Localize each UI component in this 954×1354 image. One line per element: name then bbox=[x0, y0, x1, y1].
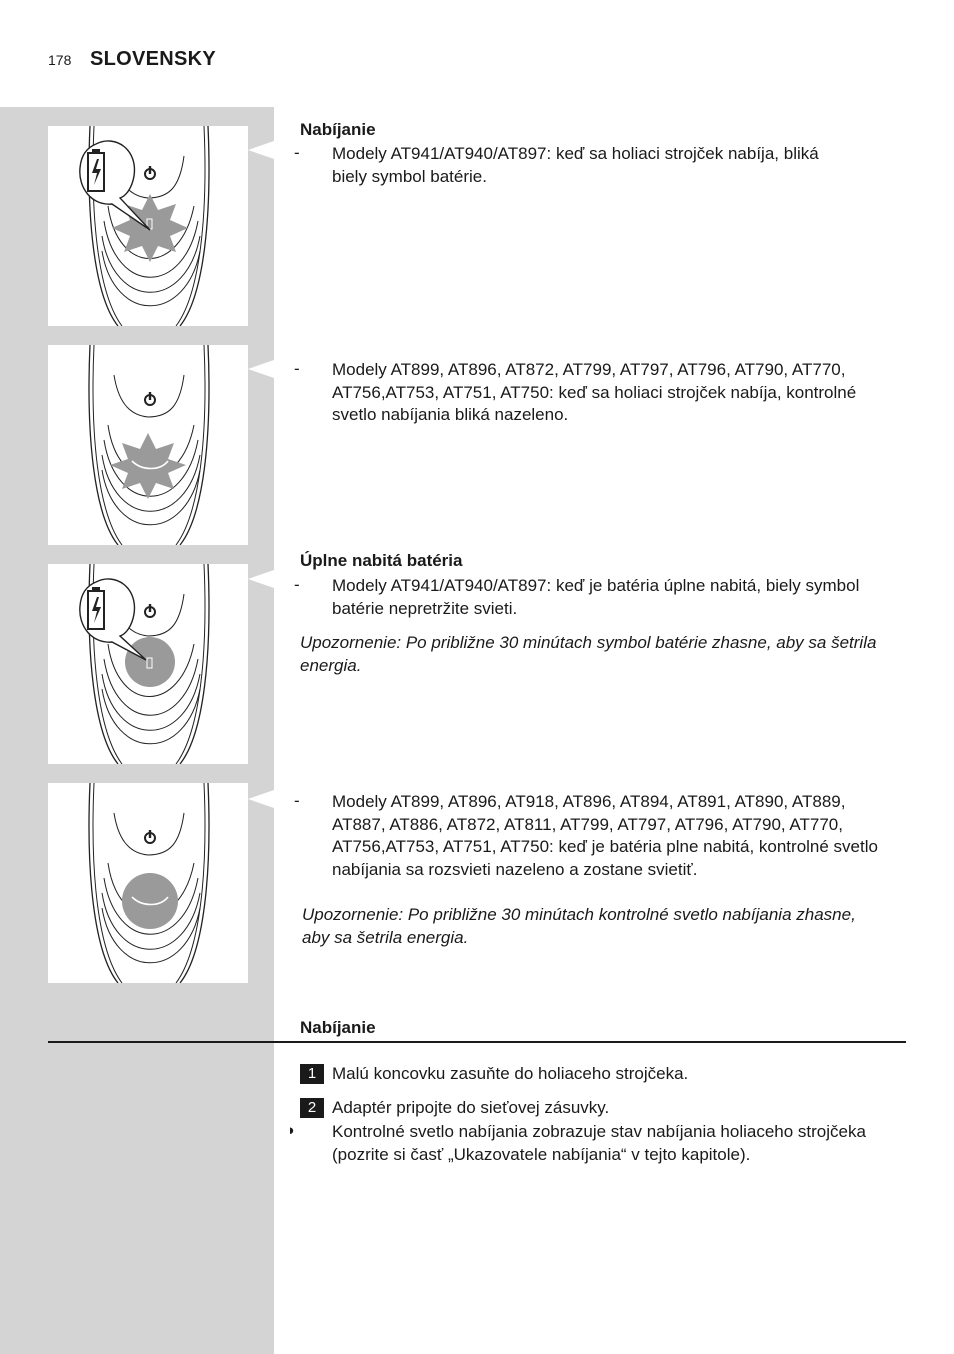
figure-pointer bbox=[248, 141, 274, 159]
heading-charging-steps: Nabíjanie bbox=[300, 1018, 376, 1037]
section-title: SLOVENSKY bbox=[90, 48, 217, 70]
power-icon bbox=[145, 604, 155, 617]
power-icon bbox=[145, 392, 155, 405]
result-marker-icon: ◗ bbox=[287, 1122, 297, 1139]
list-dash: - bbox=[294, 143, 300, 162]
page-number: 178 bbox=[48, 52, 72, 68]
step-number: 2 bbox=[300, 1098, 324, 1118]
list-item: Modely AT941/AT940/AT897: keď sa holiaci strojček nabíja, bliká biely symbol batérie. bbox=[332, 144, 819, 186]
list-item: Modely AT941/AT940/AT897: keď je batéria úplne nabitá, biely symbol batérie nepretržite svieti. bbox=[332, 576, 860, 618]
step-number: 1 bbox=[300, 1064, 324, 1084]
heading-fully-charged: Úplne nabitá batéria bbox=[300, 551, 463, 570]
step-text: Malú koncovku zasuňte do holiaceho strojčeka. bbox=[332, 1064, 689, 1083]
result-text: Kontrolné svetlo nabíjania zobrazuje stav nabíjania holiaceho strojčeka (pozrite si časť „Ukazovatele nabíjania“ v tejto kapitole). bbox=[332, 1122, 866, 1164]
list-dash: - bbox=[294, 359, 300, 378]
step-text: Adaptér pripojte do sieťovej zásuvky. bbox=[332, 1098, 610, 1117]
note: Upozornenie: Po približne 30 minútach symbol batérie zhasne, aby sa šetrila energia. bbox=[300, 633, 877, 675]
heading-charging: Nabíjanie bbox=[300, 120, 376, 139]
shaver-illustration-battery-on bbox=[48, 564, 248, 764]
figure-pointer bbox=[248, 570, 274, 588]
divider bbox=[48, 1041, 906, 1043]
shaver-illustration-battery-blinking bbox=[48, 126, 248, 326]
list-dash: - bbox=[294, 791, 300, 810]
power-icon bbox=[145, 830, 155, 843]
list-item: Modely AT899, AT896, AT918, AT896, AT894, AT891, AT890, AT889, AT887, AT886, AT872, AT811, AT799, AT797, AT796, AT790, AT770, AT756,AT753, AT751, AT750: keď je batéria plne nabitá, kontrolné svetlo nabíjania sa rozsvieti nazeleno a zostane svietiť. bbox=[332, 792, 878, 879]
power-icon bbox=[145, 166, 155, 179]
figure-pointer bbox=[248, 360, 274, 378]
shaver-illustration-light-blinking bbox=[48, 345, 248, 545]
note: Upozornenie: Po približne 30 minútach kontrolné svetlo nabíjania zhasne, aby sa šetrila energia. bbox=[302, 905, 856, 947]
shaver-illustration-light-on bbox=[48, 783, 248, 983]
figure-pointer bbox=[248, 790, 274, 808]
list-item: Modely AT899, AT896, AT872, AT799, AT797, AT796, AT790, AT770, AT756,AT753, AT751, AT750: keď sa holiaci strojček nabíja, kontrolné svetlo nabíjania bliká nazeleno. bbox=[332, 360, 857, 424]
list-dash: - bbox=[294, 575, 300, 594]
